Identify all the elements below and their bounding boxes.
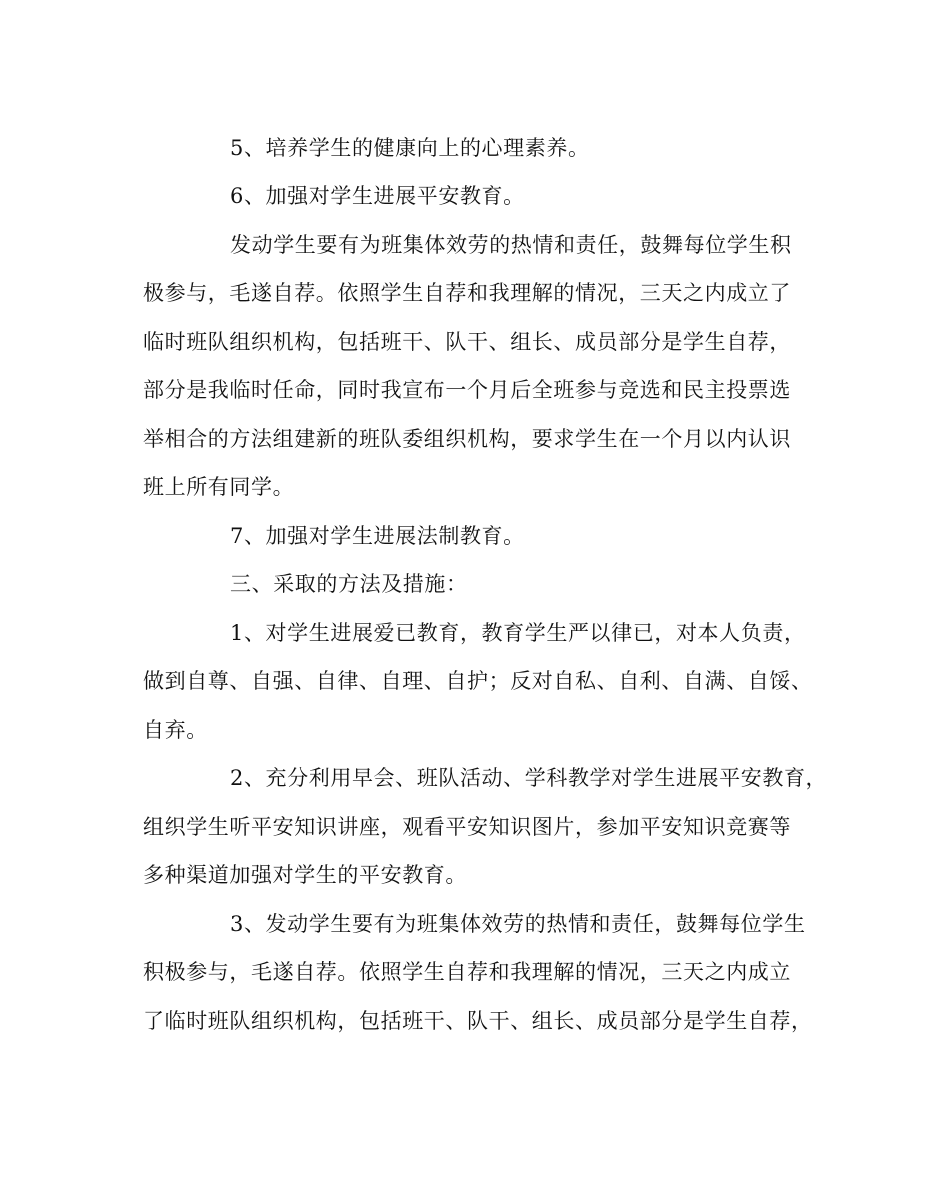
paragraph-line: 部分是我临时任命，同时我宣布一个月后全班参与竞选和民主投票选 xyxy=(143,378,791,402)
paragraph-line: 做到自尊、自强、自律、自理、自护；反对自私、自利、自满、自馁、 xyxy=(143,669,813,693)
paragraph-line: 自弃。 xyxy=(143,718,208,742)
paragraph-line: 积极参与，毛遂自荐。依照学生自荐和我理解的情况，三天之内成立 xyxy=(143,960,791,984)
paragraph-line: 了临时班队组织机构，包括班干、队干、组长、成员部分是学生自荐， xyxy=(143,1009,813,1033)
paragraph-line: 多种渠道加强对学生的平安教育。 xyxy=(143,863,467,887)
paragraph-line: 发动学生要有为班集体效劳的热情和责任，鼓舞每位学生积 xyxy=(230,233,792,257)
paragraph-item-6: 6、加强对学生进展平安教育。 xyxy=(230,184,525,208)
paragraph-item-2: 2、充分利用早会、班队活动、学科教学对学生进展平安教育， xyxy=(230,766,828,790)
paragraph-item-1: 1、对学生进展爱已教育，教育学生严以律已，对本人负责， xyxy=(230,621,806,645)
paragraph-line: 极参与，毛遂自荐。依照学生自荐和我理解的情况，三天之内成立了 xyxy=(143,281,791,305)
paragraph-line: 举相合的方法组建新的班队委组织机构，要求学生在一个月以内认识 xyxy=(143,427,791,451)
paragraph-line: 班上所有同学。 xyxy=(143,475,295,499)
paragraph-item-3: 3、发动学生要有为班集体效劳的热情和责任，鼓舞每位学生 xyxy=(230,912,806,936)
paragraph-item-7: 7、加强对学生进展法制教育。 xyxy=(230,524,525,548)
paragraph-item-5: 5、培养学生的健康向上的心理素养。 xyxy=(230,136,590,160)
paragraph-line: 组织学生听平安知识讲座，观看平安知识图片，参加平安知识竞赛等 xyxy=(143,815,791,839)
section-heading: 三、采取的方法及措施： xyxy=(230,572,468,596)
paragraph-line: 临时班队组织机构，包括班干、队干、组长、成员部分是学生自荐， xyxy=(143,330,791,354)
